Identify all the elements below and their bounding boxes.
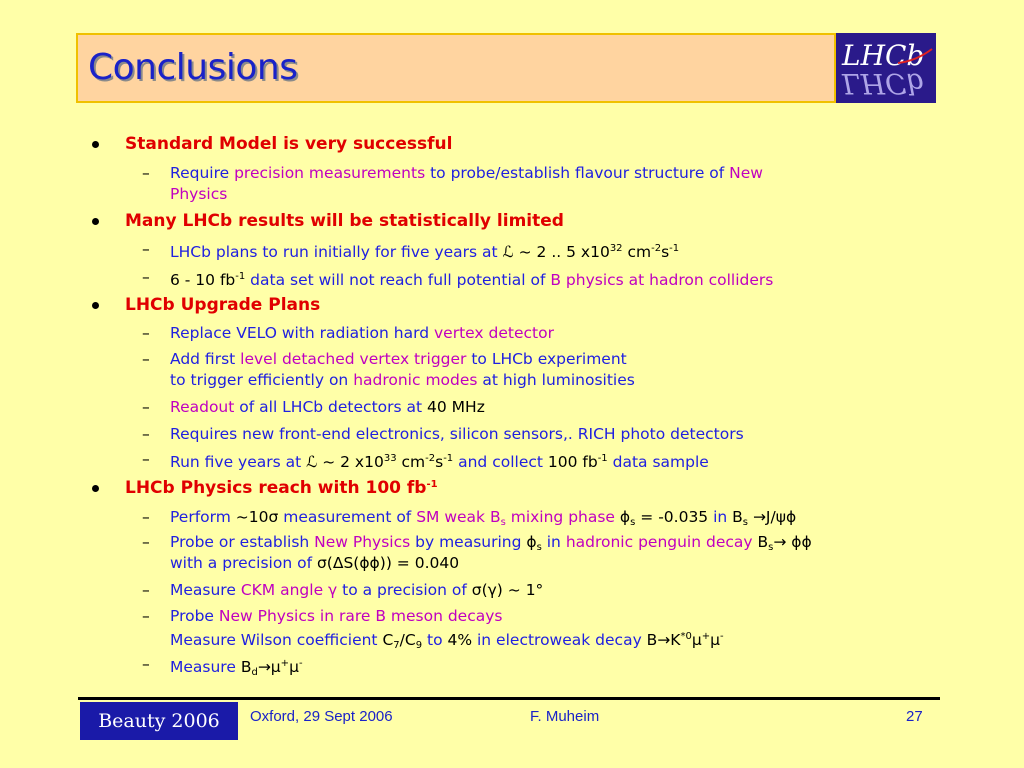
sub-bullet-continuation: Physics: [170, 185, 228, 203]
dash-icon: –: [142, 350, 150, 368]
sub-bullet-rare-decays: – Probe New Physics in rare B meson decays: [142, 607, 503, 625]
sub-bullet-trigger: – Add first level detached vertex trigger to LHCb experiment: [142, 350, 627, 368]
sub-bullet-replace-velo: – Replace VELO with radiation hard vertex detector: [142, 324, 554, 342]
dash-icon: –: [142, 450, 150, 468]
sub-bullet-perform: – Perform ~10σ measurement of SM weak $B_s$ mixing phase $\phi_s = -0.035$ in $B_s \to J/\psi\phi$: [142, 508, 797, 528]
dash-icon: –: [142, 240, 150, 258]
dash-icon: –: [142, 164, 150, 182]
dash-icon: –: [142, 508, 150, 526]
sub-bullet-electronics: – Requires new front-end electronics, silicon sensors,. RICH photo detectors: [142, 425, 744, 443]
sub-bullet-trigger-cont: to trigger efficiently on hadronic modes at high luminosities: [170, 371, 635, 389]
bullet-dot-icon: [92, 302, 99, 309]
sub-bullet-probe-cont: with a precision of σ(ΔS(ϕϕ)) = 0.040: [170, 554, 460, 572]
dash-icon: –: [142, 324, 150, 342]
footer-author: F. Muheim: [530, 708, 600, 725]
page-number: 27: [906, 708, 923, 725]
bullet-statistically-limited: Many LHCb results will be statistically limited: [125, 211, 564, 231]
sub-bullet-ckm: – Measure CKM angle γ to a precision of σ(γ) ~ 1°: [142, 581, 544, 599]
bullet-upgrade-plans: LHCb Upgrade Plans: [125, 295, 320, 315]
dash-icon: –: [142, 581, 150, 599]
dash-icon: –: [142, 533, 150, 551]
dash-icon: –: [142, 607, 150, 625]
footer-divider: [78, 697, 940, 700]
sub-bullet-wilson: Measure Wilson coefficient $C_7/C_9$ to 4% in electroweak decay $B\to K^{*0}\mu^+\mu^-$: [170, 631, 724, 651]
bullet-sm-successful: Standard Model is very successful: [125, 134, 452, 154]
logo-reflection: LHCb: [842, 67, 925, 100]
conference-badge: Beauty 2006: [80, 702, 238, 740]
bullet-dot-icon: [92, 218, 99, 225]
sub-bullet-probe-establish: – Probe or establish New Physics by measuring $\phi_s$ in hadronic penguin decay $B_s\to \phi\phi$: [142, 533, 812, 553]
sub-bullet-dataset: – 6 - 10 $fb^{-1}$ data set will not reach full potential of B physics at hadron colliders: [142, 268, 774, 289]
footer-place-date: Oxford, 29 Sept 2006: [250, 708, 393, 725]
sub-bullet-run-five: – Run five years at ℒ ~ 2 $x10^{33}$ $cm^{-2}s^{-1}$ and collect 100 $fb^{-1}$ data sample: [142, 450, 709, 471]
dash-icon: –: [142, 268, 150, 286]
sub-bullet-require-precision: – Require precision measurements to probe/establish flavour structure of New: [142, 164, 763, 182]
dash-icon: –: [142, 398, 150, 416]
sub-bullet-run-plans: – LHCb plans to run initially for five years at ℒ ~ 2 .. 5 $x10^{32}$ $cm^{-2}s^{-1}$: [142, 240, 680, 261]
dash-icon: –: [142, 655, 150, 673]
bullet-dot-icon: [92, 485, 99, 492]
logo-text: LHCb: [842, 39, 925, 72]
sub-bullet-readout: – Readout of all LHCb detectors at 40 MHz: [142, 398, 485, 416]
bullet-dot-icon: [92, 141, 99, 148]
dash-icon: –: [142, 425, 150, 443]
slide-title: Conclusions: [88, 47, 298, 88]
bullet-physics-reach: LHCb Physics reach with 100 $fb^{-1}$: [125, 478, 438, 498]
sub-bullet-measure-bd: – Measure $B_d\to\mu^+\mu^-$: [142, 655, 303, 678]
